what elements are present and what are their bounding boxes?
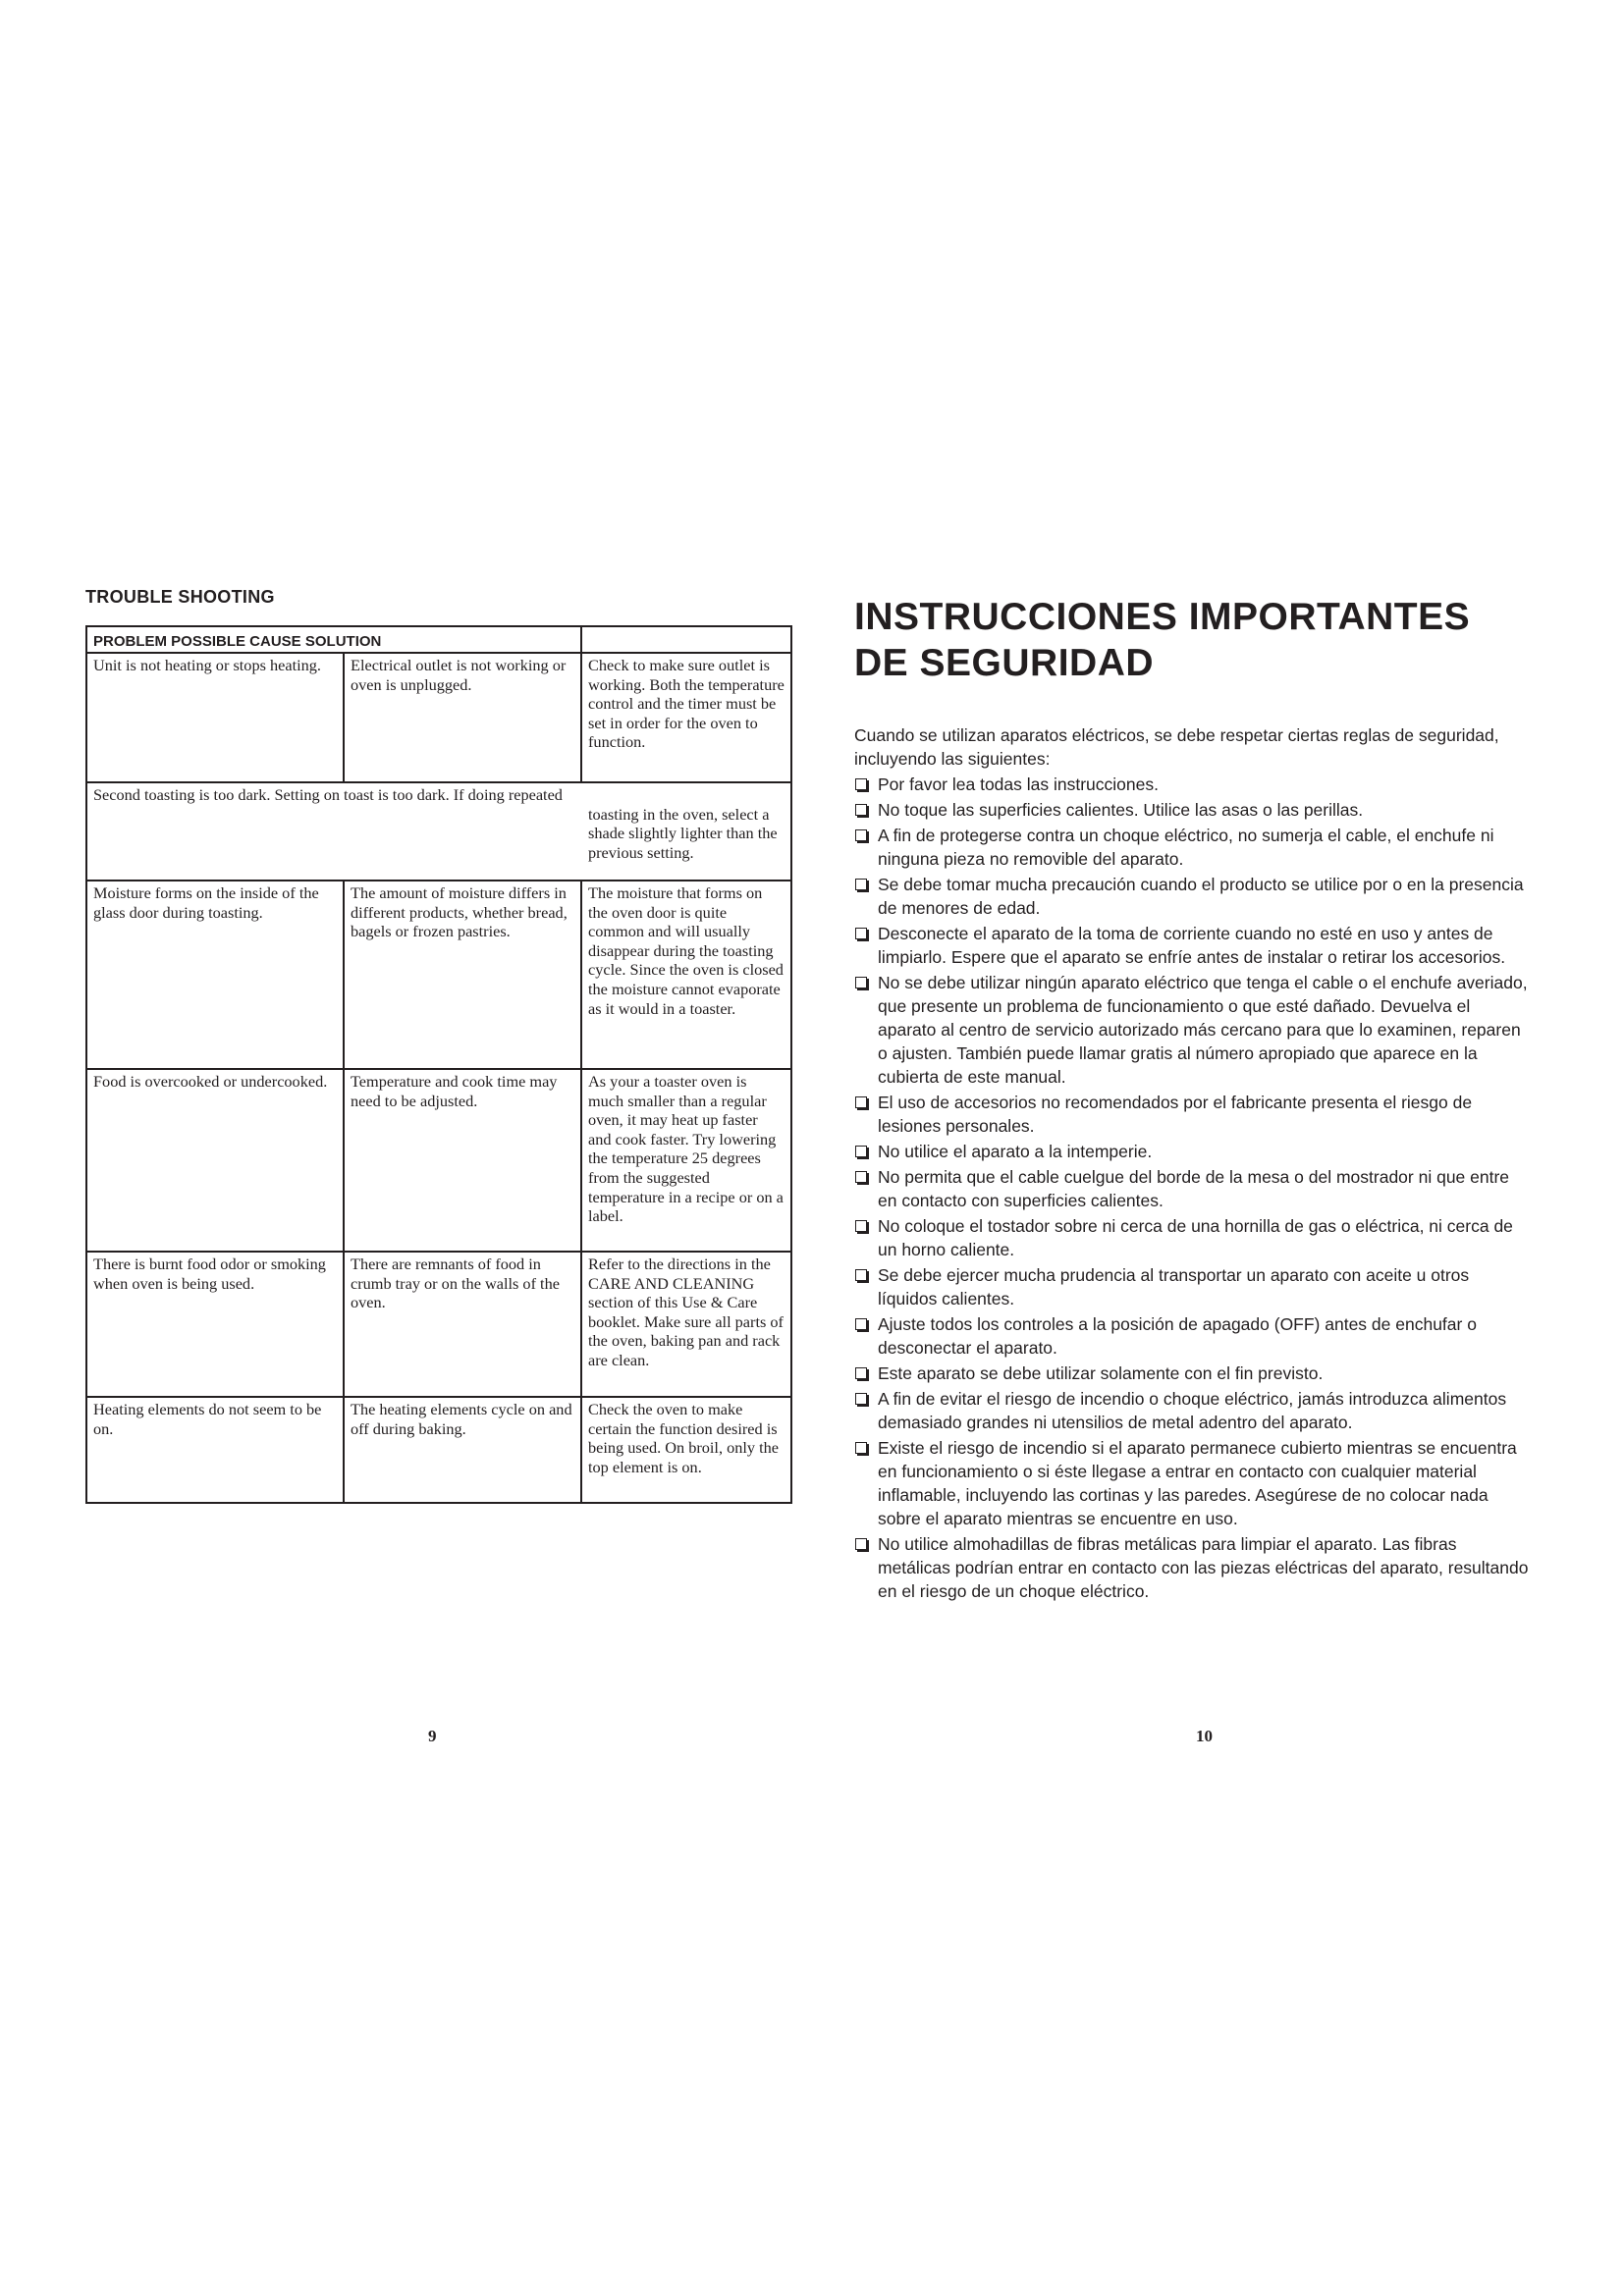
checkbox-bullet-icon <box>855 1393 867 1405</box>
problem-cell: Unit is not heating or stops heating. <box>86 653 344 782</box>
problem-cell: Heating elements do not seem to be on. <box>86 1397 344 1503</box>
safety-rule-item <box>854 1165 1532 1212</box>
table-row <box>86 782 791 881</box>
checkbox-bullet-icon <box>855 1367 867 1379</box>
safety-rule-item <box>854 1532 1532 1603</box>
table-row <box>86 1397 791 1503</box>
safety-rule-text: Ajuste todos los controles a la posición de apagado (OFF) antes de enchufar o desconectar el aparato. <box>878 1314 1477 1358</box>
title-line-2: DE SEGURIDAD <box>854 642 1155 684</box>
safety-rule-text: No utilice el aparato a la intemperie. <box>878 1142 1153 1161</box>
safety-rule-item <box>854 824 1532 871</box>
table-row <box>86 1252 791 1397</box>
table-row <box>86 881 791 1069</box>
safety-rule-text: Por favor lea todas las instrucciones. <box>878 774 1159 794</box>
safety-rule-text: No coloque el tostador sobre ni cerca de una hornilla de gas o eléctrica, ni cerca de un horno caliente. <box>878 1216 1513 1259</box>
safety-rule-item <box>854 1387 1532 1434</box>
page-number-left: 9 <box>428 1727 437 1745</box>
safety-rule-text: No se debe utilizar ningún aparato eléctrico que tenga el cable o el enchufe averiado, que presente un problema de funcionamiento o que esté dañado. Devuelva el aparato al centro de servicio autorizado más cercano para que lo examinen, reparen o ajusten. También puede llamar gratis al número apropiado que aparece en la cubierta de este manual. <box>878 973 1528 1087</box>
intro-paragraph: Cuando se utilizan aparatos eléctricos, se debe respetar ciertas reglas de seguridad, incluyendo las siguientes: <box>854 725 1499 769</box>
safety-rule-text: Desconecte el aparato de la toma de corriente cuando no esté en uso y antes de limpiarlo. Espere que el aparato se enfríe antes de instalar o retirar los accesorios. <box>878 924 1506 967</box>
merged-row-cell <box>86 782 791 881</box>
troubleshooting-title: TROUBLE SHOOTING <box>85 587 275 607</box>
cause-cell: Electrical outlet is not working or oven is unplugged. <box>344 653 581 782</box>
checkbox-bullet-icon <box>855 829 867 841</box>
safety-rule-text: No permita que el cable cuelgue del borde de la mesa o del mostrador ni que entre en contacto con superficies calientes. <box>878 1167 1510 1210</box>
safety-rule-item <box>854 1091 1532 1138</box>
checkbox-bullet-icon <box>855 1171 867 1183</box>
safety-rule-item <box>854 971 1532 1089</box>
checkbox-bullet-icon <box>855 1442 867 1454</box>
table-row <box>86 653 791 782</box>
page-number-right: 10 <box>1196 1727 1213 1745</box>
table-row <box>86 1069 791 1252</box>
checkbox-bullet-icon <box>855 1096 867 1108</box>
left-page <box>85 587 790 1504</box>
checkbox-bullet-icon <box>855 879 867 890</box>
safety-rule-item <box>854 1312 1532 1360</box>
safety-rule-item <box>854 1362 1532 1385</box>
cause-cell: Temperature and cook time may need to be adjusted. <box>344 1069 581 1252</box>
safety-rule-text: A fin de evitar el riesgo de incendio o choque eléctrico, jamás introduzca alimentos demasiado grandes ni utensilios de metal adentro del aparato. <box>878 1389 1507 1432</box>
checkbox-bullet-icon <box>855 778 867 790</box>
safety-rule-item <box>854 873 1532 920</box>
checkbox-bullet-icon <box>855 1269 867 1281</box>
checkbox-bullet-icon <box>855 1318 867 1330</box>
safety-rule-item <box>854 798 1532 822</box>
safety-rule-text: Este aparato se debe utilizar solamente con el fin previsto. <box>878 1363 1324 1383</box>
cause-cell: The amount of moisture differs in different products, whether bread, bagels or frozen pastries. <box>344 881 581 1069</box>
safety-rule-item <box>854 1214 1532 1261</box>
title-line-1: INSTRUCCIONES IMPORTANTES <box>854 596 1471 638</box>
safety-rule-text: Existe el riesgo de incendio si el aparato permanece cubierto mientras se encuentra en funcionamiento o si éste llegase a entrar en contacto con cualquier material inflamable, incluyendo las cortinas y las paredes. Asegúrese de no colocar nada sobre el aparato mientras se encuentre en uso. <box>878 1438 1517 1528</box>
troubleshooting-table <box>85 625 792 1504</box>
solution-cell: toasting in the oven, select a shade slightly lighter than the previous setting. <box>588 804 778 862</box>
checkbox-bullet-icon <box>855 1220 867 1232</box>
checkbox-bullet-icon <box>855 928 867 939</box>
right-page <box>854 594 1532 1603</box>
table-header: PROBLEM POSSIBLE CAUSE SOLUTION <box>86 626 581 653</box>
checkbox-bullet-icon <box>855 977 867 988</box>
solution-cell: Check to make sure outlet is working. Both the temperature control and the timer must be set in order for the oven to function. <box>581 653 791 782</box>
safety-rule-text: A fin de protegerse contra un choque eléctrico, no sumerja el cable, el enchufe ni ninguna pieza no removible del aparato. <box>878 826 1494 869</box>
problem-cell: Food is overcooked or undercooked. <box>86 1069 344 1252</box>
safety-rule-text: No utilice almohadillas de fibras metálicas para limpiar el aparato. Las fibras metálicas podrían entrar en contacto con las piezas eléctricas del aparato, resultando en el riesgo de un choque eléctrico. <box>878 1534 1529 1601</box>
checkbox-bullet-icon <box>855 804 867 816</box>
page-title <box>854 594 1532 686</box>
solution-cell: The moisture that forms on the oven door is quite common and will usually disappear during the toasting cycle. Since the oven is closed the moisture cannot evaporate as it would in a toaster. <box>581 881 791 1069</box>
safety-rule-text: Se debe tomar mucha precaución cuando el producto se utilice por o en la presencia de menores de edad. <box>878 875 1524 918</box>
safety-rule-text: No toque las superficies calientes. Utilice las asas o las perillas. <box>878 800 1364 820</box>
cause-cell: The heating elements cycle on and off during baking. <box>344 1397 581 1503</box>
table-header-row <box>86 626 791 653</box>
safety-rule-item <box>854 773 1532 796</box>
safety-rule-item <box>854 1436 1532 1530</box>
cause-cell: There are remnants of food in crumb tray or on the walls of the oven. <box>344 1252 581 1397</box>
safety-rule-item <box>854 1263 1532 1310</box>
table-header-empty-cell <box>581 626 791 653</box>
solution-cell: As your a toaster oven is much smaller than a regular oven, it may heat up faster and cook faster. Try lowering the temperature 25 degrees from the suggested temperature in a recipe or on a label. <box>581 1069 791 1252</box>
safety-rules-list <box>854 773 1532 1603</box>
problem-cell: There is burnt food odor or smoking when oven is being used. <box>86 1252 344 1397</box>
safety-rule-item <box>854 922 1532 969</box>
safety-rule-item <box>854 1140 1532 1163</box>
solution-cell: Refer to the directions in the CARE AND CLEANING section of this Use & Care booklet. Make sure all parts of the oven, baking pan and rack are clean. <box>581 1252 791 1397</box>
safety-rule-text: El uso de accesorios no recomendados por el fabricante presenta el riesgo de lesiones personales. <box>878 1093 1473 1136</box>
checkbox-bullet-icon <box>855 1146 867 1157</box>
safety-rule-text: Se debe ejercer mucha prudencia al transportar un aparato con aceite u otros líquidos calientes. <box>878 1265 1470 1308</box>
solution-cell: Check the oven to make certain the function desired is being used. On broil, only the top element is on. <box>581 1397 791 1503</box>
problem-cell: Moisture forms on the inside of the glass door during toasting. <box>86 881 344 1069</box>
checkbox-bullet-icon <box>855 1538 867 1550</box>
merged-row-text: Second toasting is too dark. Setting on toast is too dark. If doing repeated <box>93 785 563 804</box>
